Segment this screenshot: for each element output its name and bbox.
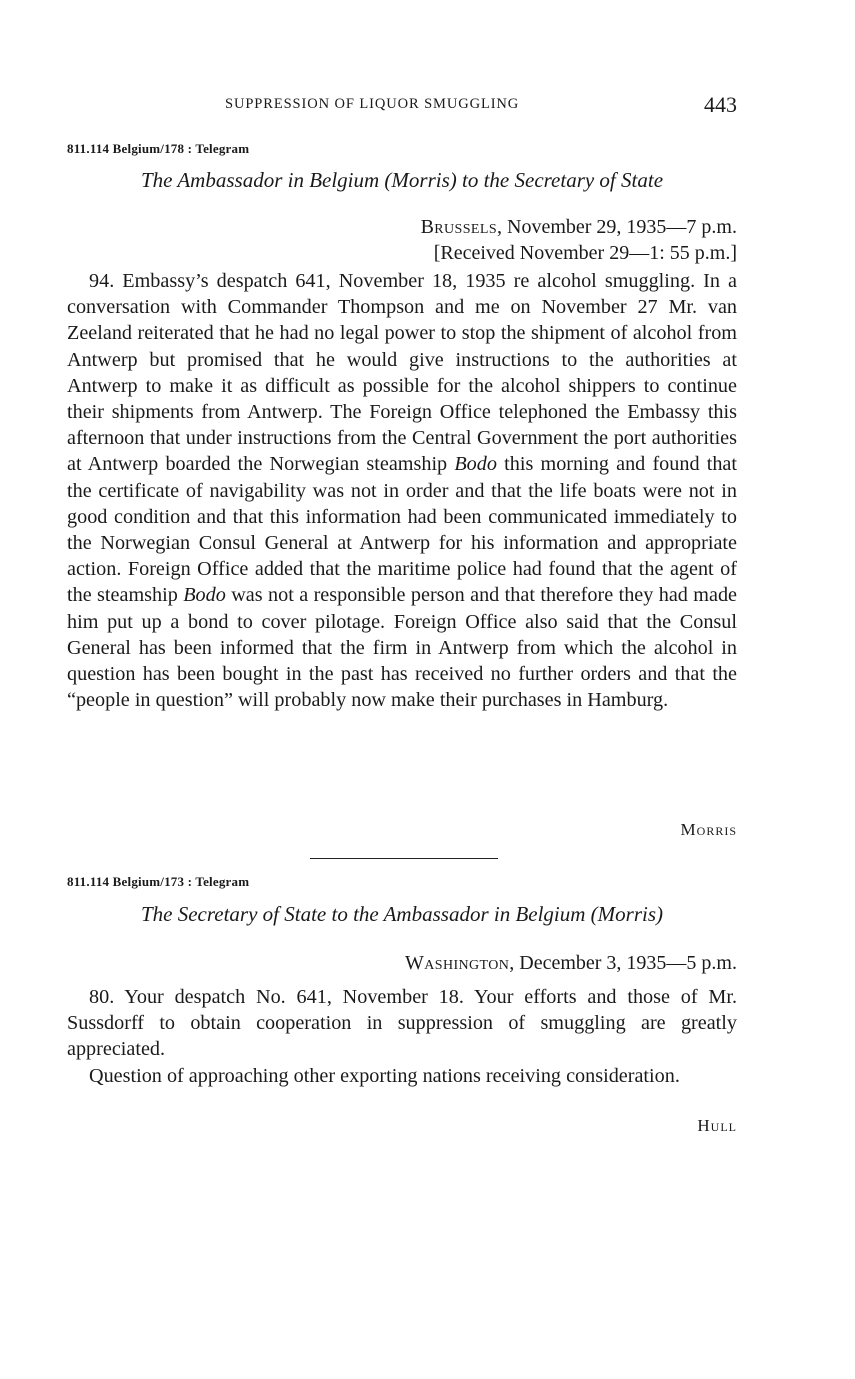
body-text: 94. Embassy’s despatch 641, November 18, 1935 re alcohol smuggling. In a conversation with Commander Thompson and me on November 27 Mr. van Zeeland reiterated that he had no legal power to stop the shipment of alcohol from Antwerp but promised that he would give instructions to the authorities at Antwerp to make it as difficult as possible for the alcohol shippers to continue their shipments from Antwerp. The Foreign Office telephoned the Embassy this afternoon that under instructions from the Central Government the port authorities at Antwerp boarded the Norwegian steamship <box>67 270 737 476</box>
body-text: was not a responsible person and that therefore they had made him put up a bond to cover pilotage. Foreign Office also said that the Consul General has been informed that the firm in Antwerp from which the alcohol in question has been bought in the past has received no further orders and that the “people in question” will probably now make their purchases in Hamburg. <box>67 584 737 712</box>
running-head: SUPPRESSION OF LIQUOR SMUGGLING <box>225 96 520 112</box>
dateline-place: Washington <box>404 952 510 974</box>
body-text: this morning and found that the certificate of navigability was not in order and that the life boats were not in good condition and that this information had been communicated immediately to the Norwegian Consul General at Antwerp for his information and appropriate action. Foreign Office added that the maritime police had found that the agent of the steamship <box>67 453 738 607</box>
signature: Hull <box>697 1116 737 1135</box>
received-line: [Received November 29—1: 55 p.m.] <box>433 242 737 265</box>
document-reference: 811.114 Belgium/173 : Telegram <box>67 874 250 889</box>
dateline-date: , December 3, 1935—5 p.m. <box>509 952 737 974</box>
page-number: 443 <box>704 92 737 117</box>
signature: Morris <box>680 820 737 839</box>
dateline <box>405 950 737 976</box>
dateline-date: , November 29, 1935—7 p.m. <box>497 216 737 238</box>
ship-name: Bodo <box>183 584 226 607</box>
document-heading: The Ambassador in Belgium (Morris) to the Secretary of State <box>140 168 664 192</box>
telegram-body: Question of approaching other exporting nations receiving consideration. <box>89 1065 680 1087</box>
telegram-body: 80. Your despatch No. 641, November 18. Your efforts and those of Mr. Sussdorff to obtain cooperation in suppression of smuggling are greatly appreciated. <box>67 986 737 1061</box>
telegram-body <box>67 268 737 713</box>
section-divider <box>310 858 498 859</box>
ship-name: Bodo <box>454 453 497 476</box>
dateline-place: Brussels <box>420 216 498 238</box>
dateline <box>421 214 737 266</box>
document-reference: 811.114 Belgium/178 : Telegram <box>67 141 250 156</box>
document-heading: The Secretary of State to the Ambassador in Belgium (Morris) <box>140 902 664 926</box>
page-header <box>67 92 737 118</box>
